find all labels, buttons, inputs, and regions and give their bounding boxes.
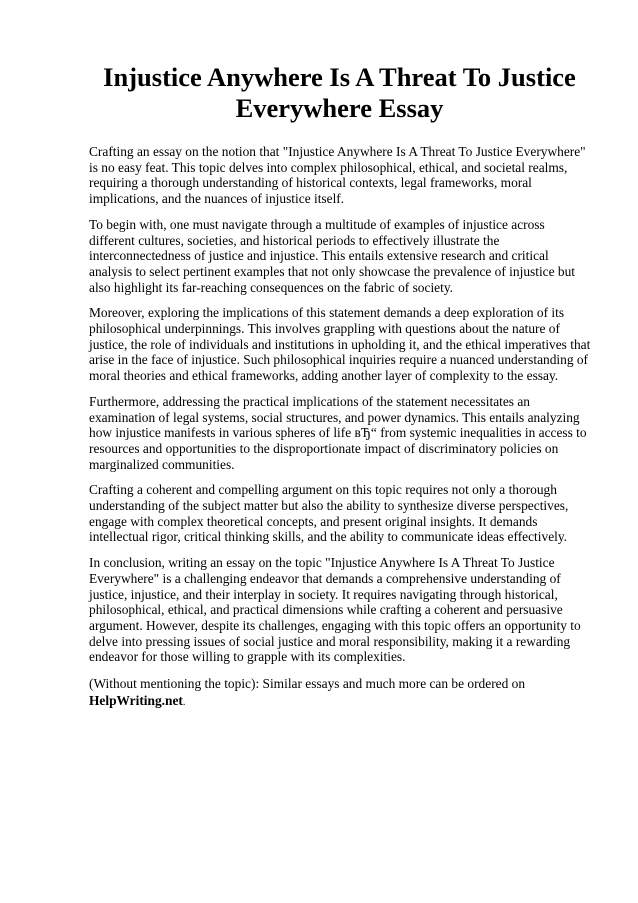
helpwriting-link[interactable]: HelpWriting.net [89, 693, 183, 709]
paragraph-intro: Crafting an essay on the notion that "Injustice Anywhere Is A Threat To Justice Everywhere" is no easy feat. This topic delves into complex philosophical, ethical, and societal realms, requiring a thorough understanding of historical contexts, legal frameworks, moral implications, and the nuances of injustice itself. [89, 144, 586, 207]
paragraph-examples: To begin with, one must navigate through a multitude of examples of injustice across different cultures, societies, and historical periods to effectively illustrate the interconnectedness of justice and injustice. This entails extensive research and critical analysis to select pertinent examples that not only showcase the prevalence of injustice but also highlight its far-reaching consequences on the fabric of society. [89, 216, 576, 295]
paragraph-conclusion: In conclusion, writing an essay on the topic "Injustice Anywhere Is A Threat To Justice Everywhere" is a challenging endeavor that demands a comprehensive understanding of justice, injustice, and their interplay in society. It requires navigating through historical, philosophical, ethical, and practical dimensions while crafting a coherent and persuasive argument. However, despite its challenges, engaging with this topic offers an opportunity to delve into pressing issues of social justice and moral responsibility, making it a rewarding endeavor for those willing to grapple with its complexities. [89, 555, 581, 665]
paragraph-argument: Crafting a coherent and compelling argument on this topic requires not only a thorough understanding of the subject matter but also the ability to synthesize diverse perspectives, engage with complex theoretical concepts, and present original insights. It demands intellectual rigor, critical thinking skills, and the ability to communicate ideas effectively. [89, 482, 569, 545]
page-title: Injustice Anywhere Is A Threat To Justice Everywhere Essay [103, 62, 576, 123]
footer-prefix: (Without mentioning the topic): Similar essays and much more can be ordered on [89, 676, 526, 692]
paragraph-philosophy: Moreover, exploring the implications of this statement demands a deep exploration of its philosophical underpinnings. This involves grappling with questions about the nature of justice, the role of individuals and institutions in upholding it, and the ethical imperatives that arise in the face of injustice. Such philosophical inquiries require a nuanced understanding of moral theories and ethical frameworks, adding another layer of complexity to the essay. [89, 305, 591, 384]
footer-note [89, 675, 592, 711]
paragraph-practical: Furthermore, addressing the practical implications of the statement necessitates an examination of legal systems, social structures, and power dynamics. This entails analyzing how injustice manifests in various spheres of life вЂ“ from systemic inequalities in access to resources and opportunities to the disproportionate impact of discriminatory policies on marginalized communities. [89, 393, 587, 472]
footer-suffix: . [182, 697, 186, 709]
